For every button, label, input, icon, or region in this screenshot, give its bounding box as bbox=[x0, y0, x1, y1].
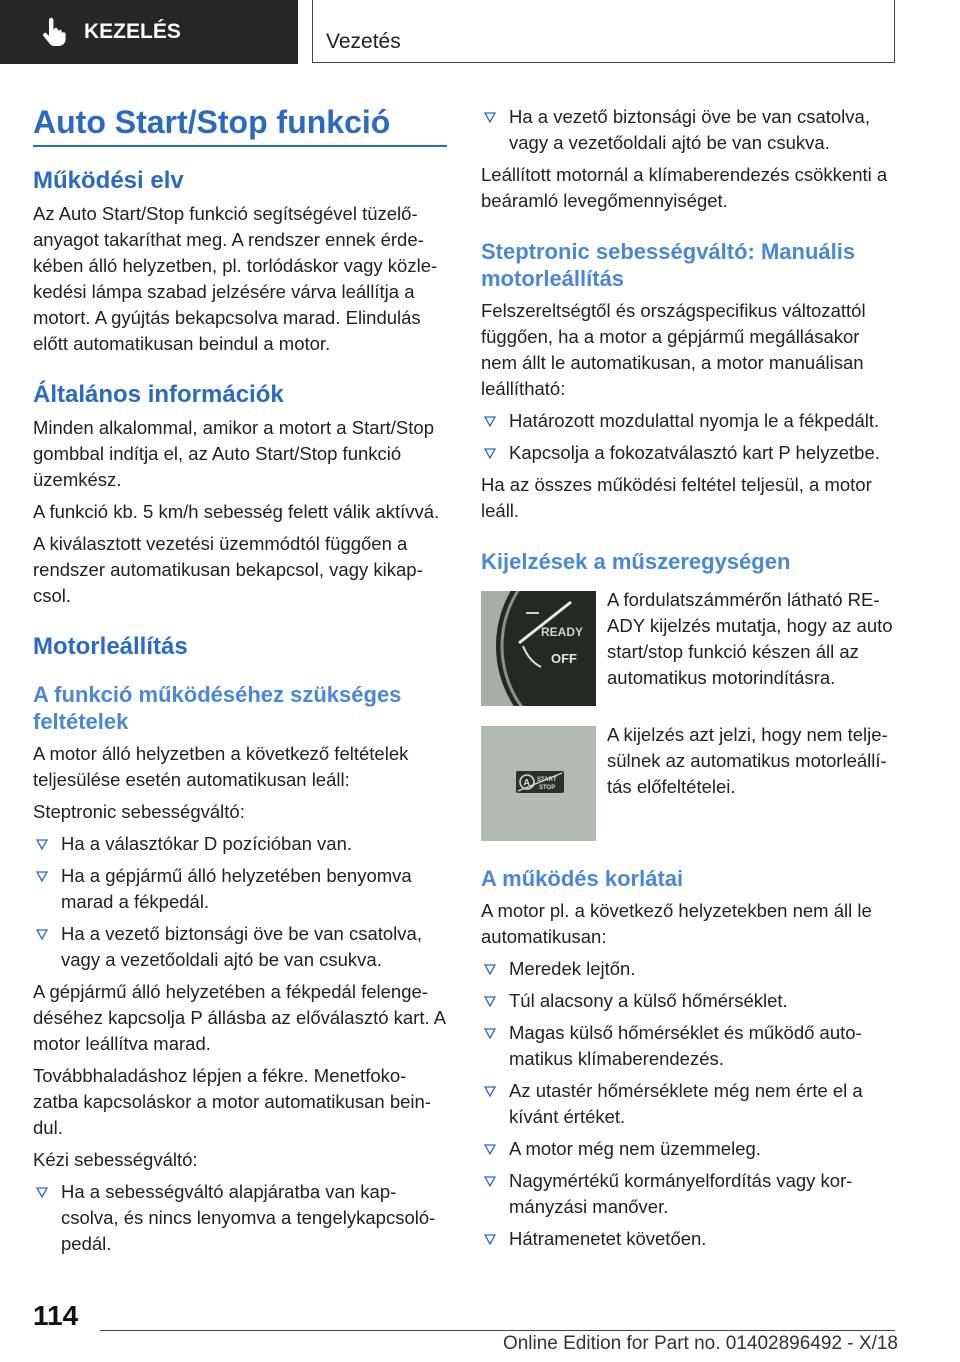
paragraph-all-conditions: Ha az összes működési feltétel teljesül, a motor leáll. bbox=[481, 474, 872, 521]
footer-rule bbox=[100, 1330, 895, 1331]
paragraph-manual: Kézi sebességváltó: bbox=[33, 1149, 198, 1170]
paragraph-conditions: A motor álló helyzetben a következő feltételek teljesülése esetén automatikusan leáll: bbox=[33, 743, 409, 790]
triangle-bullet-icon bbox=[36, 839, 48, 850]
list-item: Meredek lejtőn. bbox=[481, 956, 895, 982]
left-column bbox=[33, 100, 448, 1263]
page-number: 114 bbox=[33, 1300, 79, 1331]
title-rule bbox=[33, 145, 447, 147]
triangle-bullet-icon bbox=[484, 996, 496, 1007]
manual-list-continued bbox=[481, 104, 895, 156]
limits-list bbox=[481, 956, 895, 1252]
display-ready-text: A fordulatszámmérőn látható RE-ADY kijelzés mutatja, hogy az auto start/stop funkció készen áll az automatikus motorindításra. bbox=[607, 589, 893, 688]
paragraph-climate: Leállított motornál a klímaberendezés csökkenti a beáramló levegőmennyiséget. bbox=[481, 164, 888, 211]
start-stop-unavailable-image bbox=[481, 726, 596, 841]
triangle-bullet-icon bbox=[484, 416, 496, 427]
heading-general: Általános információk bbox=[33, 381, 284, 408]
triangle-bullet-icon bbox=[484, 964, 496, 975]
list-item: Az utastér hőmérséklete még nem érte el a kívánt értéket. bbox=[481, 1078, 895, 1130]
paragraph-principle: Az Auto Start/Stop funkció segítségével tüzelő-anyagot takaríthat meg. A rendszer ennek érde-kében álló helyzetben, pl. torlódáskor vagy közle-kedési lámpa szabad jelzésére várva leállítja a motort. A gyújtás bekapcsolva marad. Elindulás előtt automatikusan beindul a motor. bbox=[33, 203, 438, 354]
triangle-bullet-icon bbox=[484, 1028, 496, 1039]
paragraph-steptronic: Steptronic sebességváltó: bbox=[33, 801, 245, 822]
section-label: KEZELÉS bbox=[84, 20, 181, 43]
svg-text:READY: READY bbox=[541, 625, 584, 639]
triangle-bullet-icon bbox=[484, 1234, 496, 1245]
hand-pointer-icon bbox=[38, 16, 70, 48]
manual-list bbox=[33, 1179, 448, 1257]
paragraph-limits: A motor pl. a következő helyzetekben nem áll le automatikusan: bbox=[481, 900, 872, 947]
triangle-bullet-icon bbox=[36, 929, 48, 940]
section-tab bbox=[0, 0, 298, 64]
list-item: Magas külső hőmérséklet és működő auto-matikus klímaberendezés. bbox=[481, 1020, 895, 1072]
list-item: Kapcsolja a fokozatválasztó kart P helyzetbe. bbox=[481, 440, 895, 466]
svg-text:STOP: STOP bbox=[539, 785, 556, 791]
list-item: Nagymértékű kormányelfordítás vagy kor-mányzási manőver. bbox=[481, 1168, 895, 1220]
edition-note: Online Edition for Part no. 01402896492 - X/18 bbox=[502, 1333, 898, 1354]
display-ready-row bbox=[481, 591, 895, 706]
triangle-bullet-icon bbox=[484, 112, 496, 123]
heading-displays: Kijelzések a műszeregységen bbox=[481, 549, 791, 574]
heading-limits: A működés korlátai bbox=[481, 866, 684, 891]
page-title: Auto Start/Stop funkció bbox=[33, 104, 391, 140]
paragraph-general-3: A kiválasztott vezetési üzemmódtól függően a rendszer automatikusan bekapcsol, vagy kikap-csol. bbox=[33, 533, 423, 606]
triangle-bullet-icon bbox=[484, 1086, 496, 1097]
triangle-bullet-icon bbox=[36, 871, 48, 882]
triangle-bullet-icon bbox=[484, 448, 496, 459]
paragraph-general-1: Minden alkalommal, amikor a motort a Start/Stop gombbal indítja el, az Auto Start/Stop funkció üzemkész. bbox=[33, 417, 434, 490]
list-item: Túl alacsony a külső hőmérséklet. bbox=[481, 988, 895, 1014]
paragraph-general-2: A funkció kb. 5 km/h sebesség felett válik aktívvá. bbox=[33, 501, 440, 522]
heading-principle: Működési elv bbox=[33, 167, 184, 194]
topic-label: Vezetés bbox=[326, 30, 401, 53]
list-item: Ha a vezető biztonsági öve be van csatolva, vagy a vezetőoldali ajtó be van csukva. bbox=[481, 104, 895, 156]
display-unavailable-row bbox=[481, 726, 895, 841]
list-item: Ha a sebességváltó alapjáratba van kap-csolva, és nincs lenyomva a tengelykapcsoló-pedál. bbox=[33, 1179, 448, 1257]
right-column bbox=[481, 100, 895, 1258]
list-item: A motor még nem üzemmeleg. bbox=[481, 1136, 895, 1162]
svg-text:START: START bbox=[537, 777, 557, 783]
svg-text:A: A bbox=[523, 777, 530, 788]
steptronic-list bbox=[33, 831, 448, 973]
topic-box bbox=[312, 0, 895, 63]
page-header bbox=[0, 0, 960, 66]
triangle-bullet-icon bbox=[36, 1187, 48, 1198]
svg-text:OFF: OFF bbox=[551, 651, 577, 666]
paragraph-manual-stop: Felszereltségtől és országspecifikus változattól függően, ha a motor a gépjármű megállásakor nem állt le automatikusan, a motor manuálisan leállítható: bbox=[481, 300, 866, 399]
heading-engine-stop: Motorleállítás bbox=[33, 633, 188, 660]
tachometer-ready-icon bbox=[481, 591, 596, 706]
list-item: Határozott mozdulattal nyomja le a fékpedált. bbox=[481, 408, 895, 434]
manual-stop-list bbox=[481, 408, 895, 466]
heading-conditions: A funkció működéséhez szükséges feltételek bbox=[33, 682, 402, 734]
list-item: Ha a vezető biztonsági öve be van csatolva, vagy a vezetőoldali ajtó be van csukva. bbox=[33, 921, 448, 973]
heading-manual-stop: Steptronic sebességváltó: Manuális motorleállítás bbox=[481, 239, 856, 291]
start-stop-unavailable-icon bbox=[481, 726, 596, 841]
list-item: Hátramenetet követően. bbox=[481, 1226, 895, 1252]
ready-gauge-image bbox=[481, 591, 596, 706]
triangle-bullet-icon bbox=[484, 1144, 496, 1155]
triangle-bullet-icon bbox=[484, 1176, 496, 1187]
paragraph-continue: Továbbhaladáshoz lépjen a fékre. Menetfoko-zatba kapcsoláskor a motor automatikusan bein-dul. bbox=[33, 1065, 431, 1138]
list-item: Ha a gépjármű álló helyzetében benyomva marad a fékpedál. bbox=[33, 863, 448, 915]
paragraph-parked: A gépjármű álló helyzetében a fékpedál felenge-déséhez kapcsolja P állásba az előválasztó kart. A motor leállítva marad. bbox=[33, 981, 446, 1054]
display-unavailable-text: A kijelzés azt jelzi, hogy nem telje-sülnek az automatikus motorleállí-tás előfeltételei. bbox=[607, 724, 888, 797]
list-item: Ha a választókar D pozícióban van. bbox=[33, 831, 448, 857]
